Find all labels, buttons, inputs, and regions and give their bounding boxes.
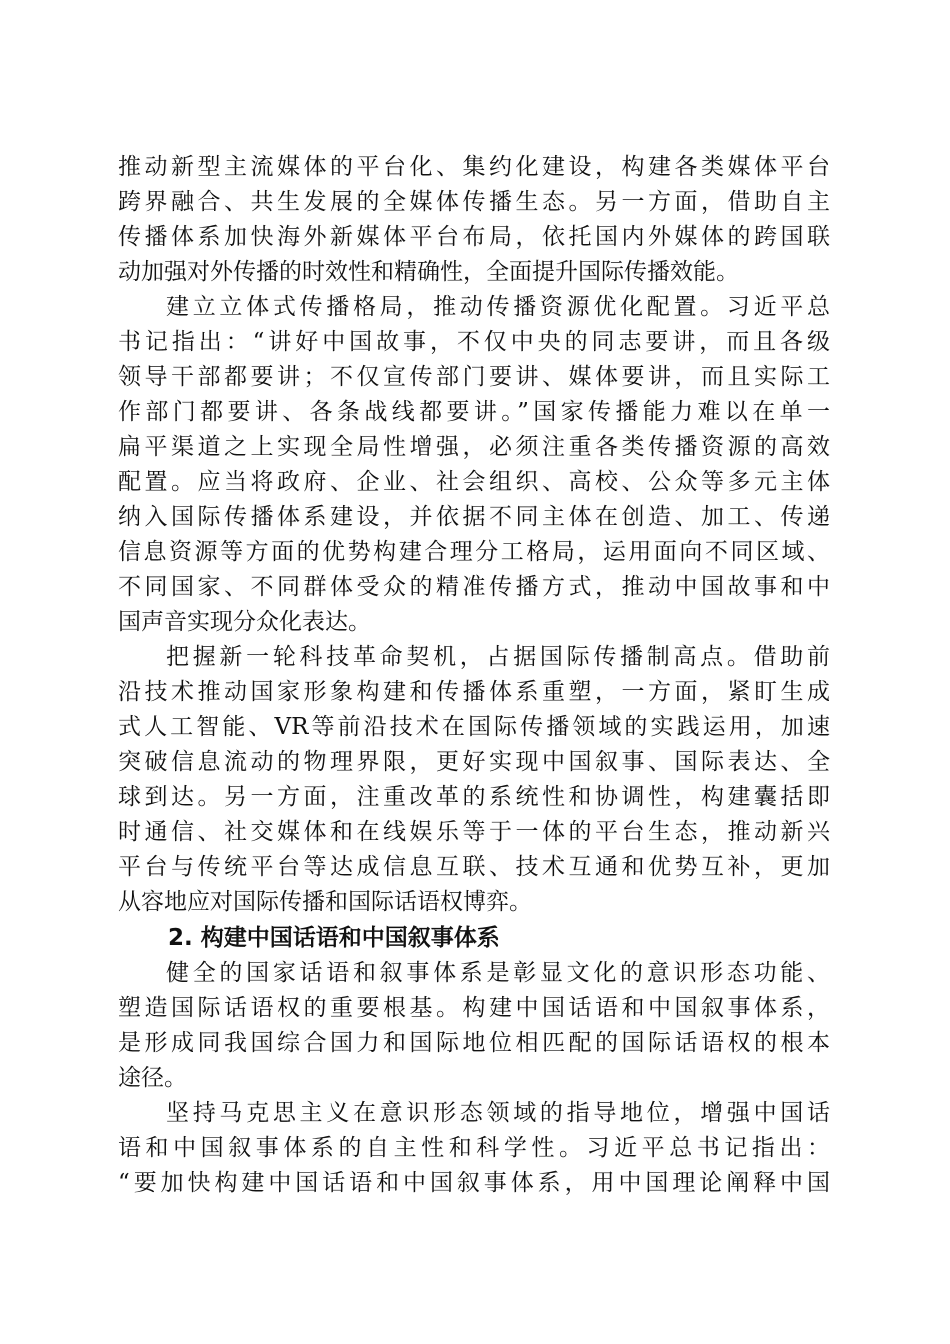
text-line: 是形成同我国综合国力和国际地位相匹配的国际话语权的根本 (118, 1030, 830, 1056)
text-line: 从容地应对国际传播和国际话语权博弈。 (118, 889, 532, 915)
text-line: 书记指出：“讲好中国故事，不仅中央的同志要讲，而且各级 (118, 329, 830, 355)
text-line: 领导干部都要讲；不仅宣传部门要讲、媒体要讲，而且实际工 (118, 364, 830, 390)
text-line: 推动新型主流媒体的平台化、集约化建设，构建各类媒体平台 (118, 154, 830, 180)
text-line: 把握新一轮科技革命契机，占据国际传播制高点。借助前 (166, 644, 830, 670)
text-line: 动加强对外传播的时效性和精确性，全面提升国际传播效能。 (118, 259, 739, 285)
text-line: 式人工智能、VR等前沿技术在国际传播领域的实践运用，加速 (118, 714, 830, 740)
text-line: 作部门都要讲、各条战线都要讲。”国家传播能力难以在单一 (118, 399, 830, 425)
text-line: 沿技术推动国家形象构建和传播体系重塑，一方面，紧盯生成 (118, 679, 830, 705)
text-line: 纳入国际传播体系建设，并依据不同主体在创造、加工、传递 (118, 504, 830, 530)
text-line: 建立立体式传播格局，推动传播资源优化配置。习近平总 (166, 294, 830, 320)
text-line: “要加快构建中国话语和中国叙事体系，用中国理论阐释中国 (118, 1170, 830, 1196)
text-line: 信息资源等方面的优势构建合理分工格局，运用面向不同区域、 (118, 539, 830, 565)
text-line: 突破信息流动的物理界限，更好实现中国叙事、国际表达、全 (118, 749, 830, 775)
text-line: 塑造国际话语权的重要根基。构建中国话语和中国叙事体系， (118, 995, 830, 1021)
text-line: 球到达。另一方面，注重改革的系统性和协调性，构建囊括即 (118, 784, 830, 810)
text-line: 途径。 (118, 1065, 187, 1091)
text-line: 跨界融合、共生发展的全媒体传播生态。另一方面，借助自主 (118, 189, 830, 215)
text-line: 不同国家、不同群体受众的精准传播方式，推动中国故事和中 (118, 574, 830, 600)
text-line: 传播体系加快海外新媒体平台布局，依托国内外媒体的跨国联 (118, 224, 830, 250)
text-line: 时通信、社交媒体和在线娱乐等于一体的平台生态，推动新兴 (118, 819, 830, 845)
text-line: 扁平渠道之上实现全局性增强，必须注重各类传播资源的高效 (118, 434, 830, 460)
text-line: 平台与传统平台等达成信息互联、技术互通和优势互补，更加 (118, 854, 830, 880)
document-body (118, 150, 830, 1201)
text-line: 配置。应当将政府、企业、社会组织、高校、公众等多元主体 (118, 469, 830, 495)
section-heading: 2. 构建中国话语和中国叙事体系 (168, 925, 500, 951)
text-line: 坚持马克思主义在意识形态领域的指导地位，增强中国话 (166, 1100, 830, 1126)
text-line: 语和中国叙事体系的自主性和科学性。习近平总书记指出： (118, 1135, 830, 1161)
text-line: 国声音实现分众化表达。 (118, 609, 371, 635)
text-line: 健全的国家话语和叙事体系是彰显文化的意识形态功能、 (166, 960, 830, 986)
